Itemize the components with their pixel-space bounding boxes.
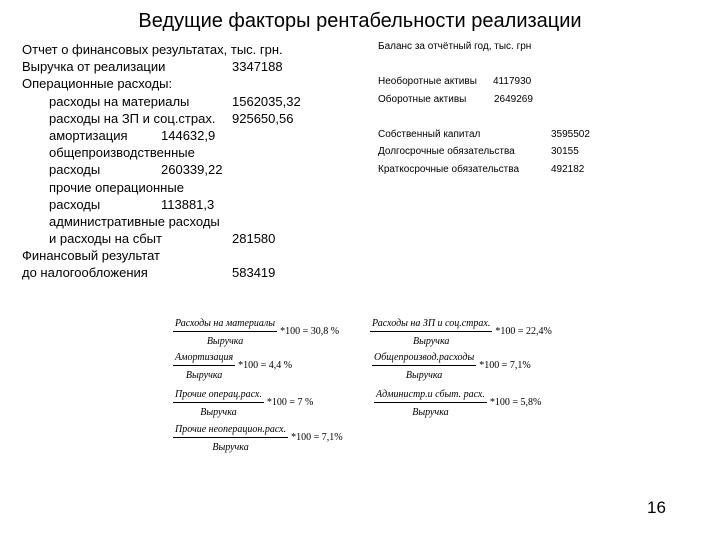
result-label-1: Финансовый результат xyxy=(22,248,160,264)
result-value: 583419 xyxy=(232,265,276,281)
formula-numerator: Администр.и сбыт. расх. xyxy=(374,389,487,403)
balance-heading-row xyxy=(378,41,531,59)
formula-numerator: Расходы на материалы xyxy=(173,318,277,332)
formula-result: *100 = 22,4% xyxy=(495,326,552,337)
other-value: 113881,3 xyxy=(161,196,215,212)
admin-label-1: административные расходы xyxy=(49,213,220,229)
formula-depreciation xyxy=(173,352,293,381)
revenue-value: 3347188 xyxy=(232,59,283,75)
noncurrent-value: 4117930 xyxy=(493,76,532,87)
formula-result: *100 = 7,1% xyxy=(479,360,531,371)
formula-numerator: Расходы на ЗП и соц.страх. xyxy=(370,318,492,332)
formula-result: *100 = 30,8 % xyxy=(280,326,340,337)
current-row xyxy=(378,94,531,112)
report-heading: Отчет о финансовых результатах, тыс. грн. xyxy=(22,42,283,57)
formula-denominator: Выручка xyxy=(412,407,449,418)
current-value: 2649269 xyxy=(494,93,533,105)
equity-row xyxy=(378,128,590,147)
materials-label: расходы на материалы xyxy=(49,93,190,109)
payroll-label: расходы на ЗП и соц.страх. xyxy=(49,110,216,126)
formula-numerator: Общепроизвод.расходы xyxy=(372,352,476,366)
formula-denominator: Выручка xyxy=(405,370,443,381)
balance-sheet xyxy=(378,41,590,181)
formula-result: *100 = 7 % xyxy=(266,397,314,408)
longterm-value: 30155 xyxy=(551,146,579,157)
noncurrent-label: Необоротные активы xyxy=(378,76,477,87)
formula-result: *100 = 7,1% xyxy=(291,432,343,443)
formula-result: *100 = 4,4 % xyxy=(238,360,293,371)
shortterm-label: Краткосрочные обязательства xyxy=(378,163,520,175)
formula-denominator: Выручка xyxy=(212,442,249,453)
admin-label-2: и расходы на сбыт xyxy=(49,231,162,247)
page-title: Ведущие факторы рентабельности реализации xyxy=(138,10,582,32)
depreciation-value: 144632,9 xyxy=(161,127,216,143)
formula-denominator: Выручка xyxy=(206,336,244,347)
payroll-value: 925650,56 xyxy=(232,110,294,126)
balance-heading: Баланс за отчётный год, тыс. грн xyxy=(378,41,532,52)
formula-result: *100 = 5,8% xyxy=(489,397,542,408)
opex-heading: Операционные расходы: xyxy=(22,76,173,92)
materials-value: 1562035,32 xyxy=(232,93,301,109)
formula-denominator: Выручка xyxy=(200,407,237,418)
formula-overhead xyxy=(372,352,531,381)
formula-numerator: Амортизация xyxy=(173,352,235,366)
overhead-label-1: общепроизводственные xyxy=(49,145,195,161)
formula-payroll xyxy=(370,318,552,347)
overhead-label-2: расходы xyxy=(49,162,101,178)
equity-label: Собственный капитал xyxy=(378,128,481,140)
longterm-row xyxy=(378,146,579,164)
longterm-label: Долгосрочные обязательства xyxy=(378,146,515,157)
other-label-2: расходы xyxy=(49,196,101,212)
admin-value: 281580 xyxy=(232,231,276,247)
formula-numerator: Прочие неоперацион.расх. xyxy=(173,424,288,438)
balance-spacer xyxy=(378,59,531,77)
formula-other-operating xyxy=(173,389,314,418)
page-number: 16 xyxy=(647,498,666,517)
noncurrent-row xyxy=(378,76,531,94)
balance-spacer xyxy=(378,111,531,129)
shortterm-value: 492182 xyxy=(551,163,585,175)
formula-denominator: Выручка xyxy=(412,336,450,347)
formula-non-operating xyxy=(173,424,343,453)
result-label-2: до налогообложения xyxy=(22,265,148,281)
equity-value: 3595502 xyxy=(551,128,590,140)
current-label: Оборотные активы xyxy=(378,93,467,105)
formula-denominator: Выручка xyxy=(185,370,223,381)
formula-admin xyxy=(374,389,542,418)
formula-numerator: Прочие операц.расх. xyxy=(173,389,264,403)
shortterm-row xyxy=(378,163,585,182)
depreciation-label: амортизация xyxy=(49,127,128,143)
formula-materials xyxy=(173,318,340,347)
revenue-label: Выручка от реализации xyxy=(22,59,166,75)
overhead-value: 260339,22 xyxy=(161,162,223,178)
other-label-1: прочие операционные xyxy=(49,179,184,195)
